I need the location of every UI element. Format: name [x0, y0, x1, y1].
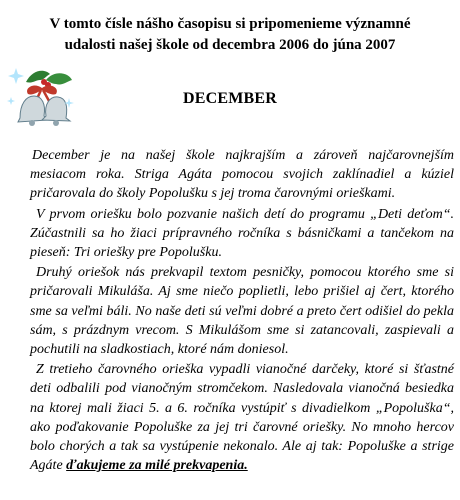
paragraph: V prvom oriešku bolo pozvanie našich detí do programu „Deti deťom“. Zúčastnili sa ho žiaci prípravného ročníka s básničkami a tančekom na pieseň: Tri oriešky pre Popolušku.: [30, 206, 454, 261]
article-body: [30, 146, 454, 476]
paragraph: Druhý oriešok nás prekvapil textom pesničky, pomocou ktorého sme si pričarovali Mikuláša. Aj sme niečo poplietli, lebo prišiel aj čert, ktorého sme sa veľmi báli. No naše deti sú veľmi dobré a preto čert odišiel do pekla sám, s prázdnym vrecom. S Mikulášom sme si zatancovali, zaspievali a pochutili na sladkostiach, ktoré nám doniesol.: [30, 265, 454, 358]
section-title: DECEMBER: [182, 90, 278, 107]
paragraph: December je na našej škole najkrajším a zároveň najčarovnejším mesiacom roka. Striga Agáta pomocou svojich zaklínadiel a kúziel pričarovala do školy Popolušku s jej troma čarovnými orieškami.: [30, 148, 454, 202]
header-line-2: udalosti našej škole od decembra 2006 do júna 2007: [64, 37, 396, 53]
header-line-1: V tomto čísle nášho časopisu si pripomenieme významné: [49, 16, 411, 32]
paragraph-final: [30, 360, 454, 475]
closing-emphasis: ďakujeme za milé prekvapenia.: [66, 458, 248, 474]
document-header: [10, 14, 450, 56]
paragraph-final-text: Z tretieho čarovného orieška vypadli vianočné darčeky, ktoré si šťastné deti odbalili pod vianočným stromčekom. Nasledovala vianočná besiedka na ktorej mali žiaci 5. a 6. ročníka vystúpiť s divadielkom „Popoluška“, ako poďakovanie Popoluške za jej tri čarovné oriešky. No mnoho hercov bolo chorých a tak sa vystúpenie nekonalo. Ale aj tak: Popoluške a strige Agáte: [30, 362, 454, 474]
